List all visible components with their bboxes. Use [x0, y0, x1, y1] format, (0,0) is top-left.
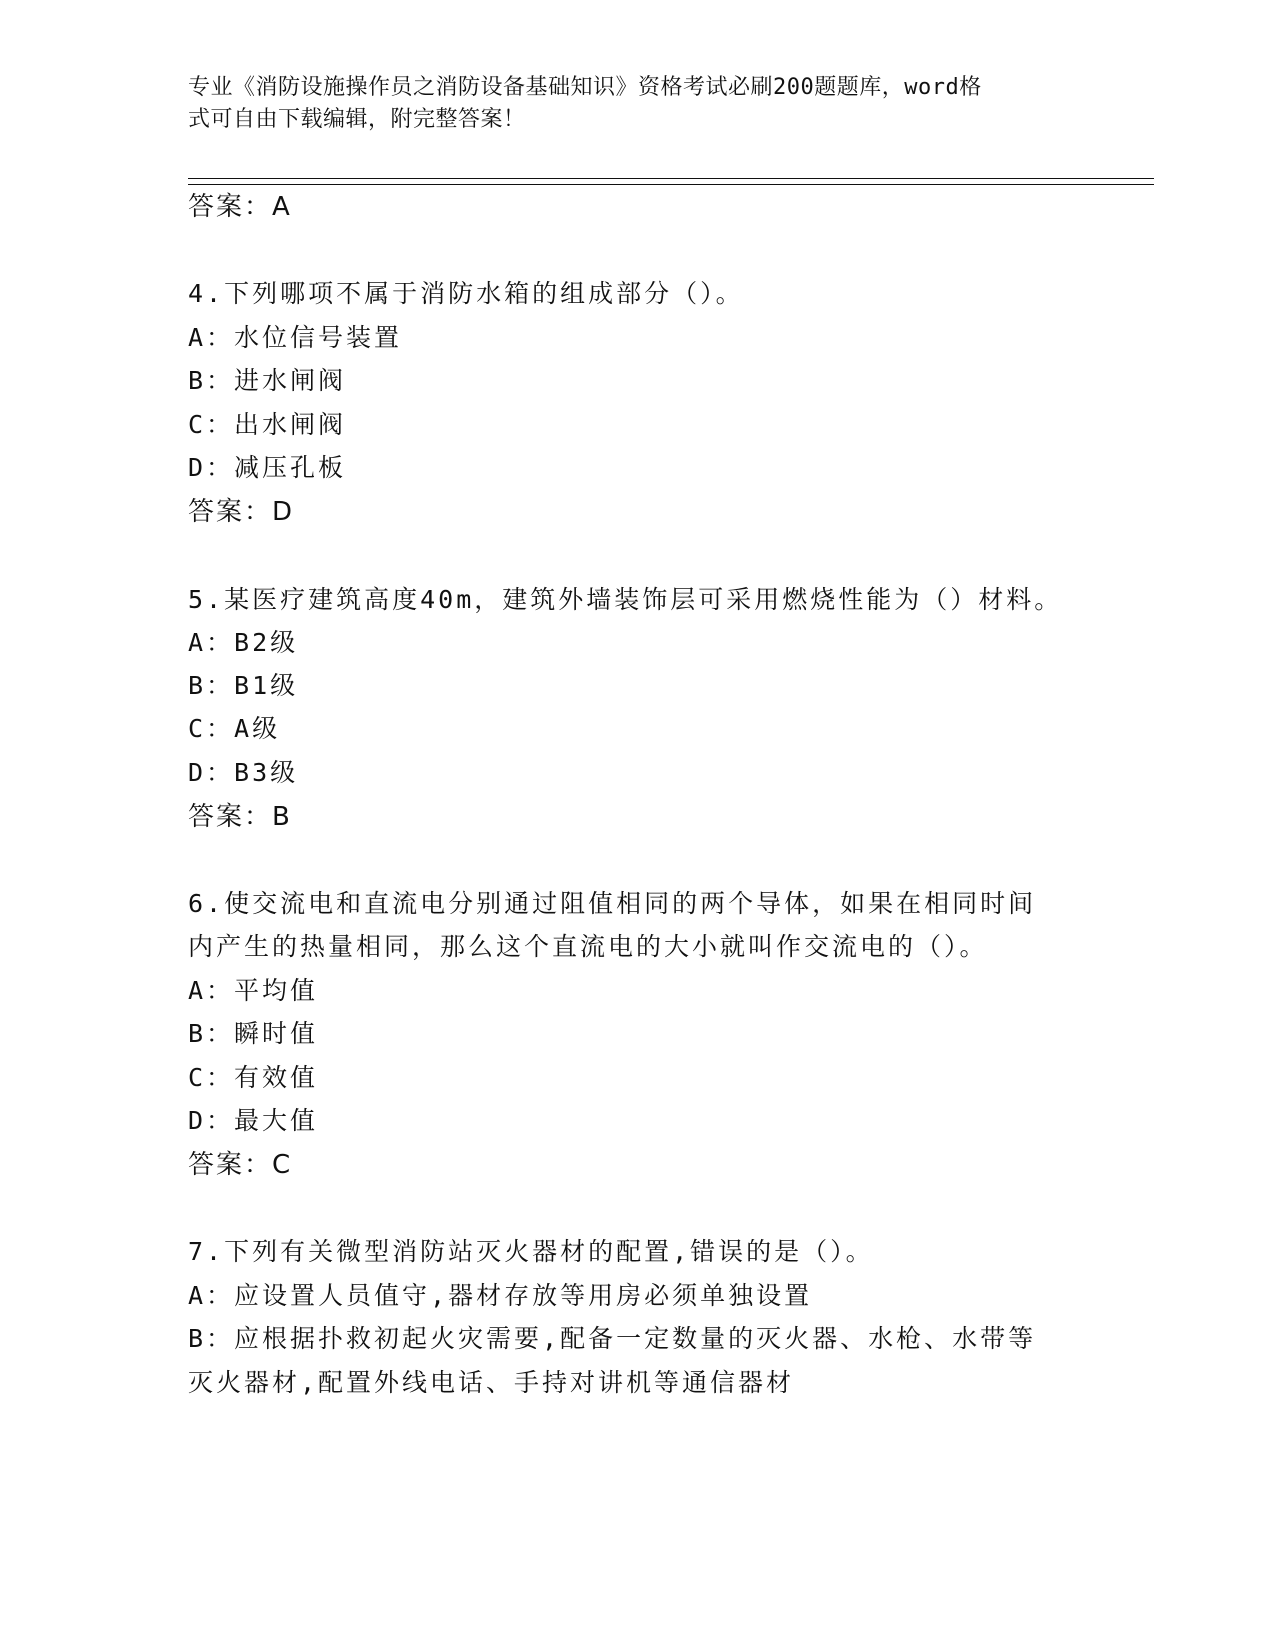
- question-4-stem: 4.下列哪项不属于消防水箱的组成部分（）。: [188, 279, 744, 308]
- previous-answer: 答案：A: [188, 192, 292, 222]
- question-5-option-c: C：A级: [188, 714, 281, 743]
- document-header: [188, 72, 1068, 136]
- question-5-answer: 答案：B: [188, 802, 292, 832]
- question-6-option-d: D：最大值: [188, 1106, 319, 1135]
- question-7-stem: 7.下列有关微型消防站灭火器材的配置,错误的是（）。: [188, 1237, 874, 1266]
- question-5-option-a: A：B2级: [188, 628, 299, 657]
- question-7-option-b: B：应根据扑救初起火灾需要,配备一定数量的灭火器、水枪、水带等: [188, 1324, 1037, 1353]
- header-line-2: 式可自由下载编辑，附完整答案！: [188, 107, 526, 132]
- question-4-option-a: A：水位信号装置: [188, 323, 403, 352]
- question-4-option-b: B：进水闸阀: [188, 366, 347, 395]
- question-4-answer: 答案：D: [188, 497, 295, 527]
- question-7-option-a: A：应设置人员值守,器材存放等用房必须单独设置: [188, 1281, 813, 1310]
- question-6-answer: 答案：C: [188, 1150, 293, 1180]
- question-6-stem-line-2: 内产生的热量相同，那么这个直流电的大小就叫作交流电的（）。: [188, 932, 988, 961]
- header-line-1: 专业《消防设施操作员之消防设备基础知识》资格考试必刷200题题库，word格: [188, 75, 982, 100]
- question-5-stem: 5.某医疗建筑高度40m，建筑外墙装饰层可采用燃烧性能为（）材料。: [188, 585, 1063, 614]
- question-5-option-d: D：B3级: [188, 758, 299, 787]
- question-5-option-b: B：B1级: [188, 671, 299, 700]
- question-6-option-c: C：有效值: [188, 1063, 319, 1092]
- question-6-stem-line-1: 6.使交流电和直流电分别通过阻值相同的两个导体，如果在相同时间: [188, 889, 1037, 918]
- header-divider-bottom: [188, 184, 1154, 185]
- question-4-option-c: C：出水闸阀: [188, 410, 347, 439]
- header-divider-top: [188, 178, 1154, 179]
- question-6-option-a: A：平均值: [188, 976, 319, 1005]
- question-7-option-b-continued: 灭火器材,配置外线电话、手持对讲机等通信器材: [188, 1368, 795, 1397]
- question-4-option-d: D：减压孔板: [188, 453, 347, 482]
- question-6-option-b: B：瞬时值: [188, 1019, 319, 1048]
